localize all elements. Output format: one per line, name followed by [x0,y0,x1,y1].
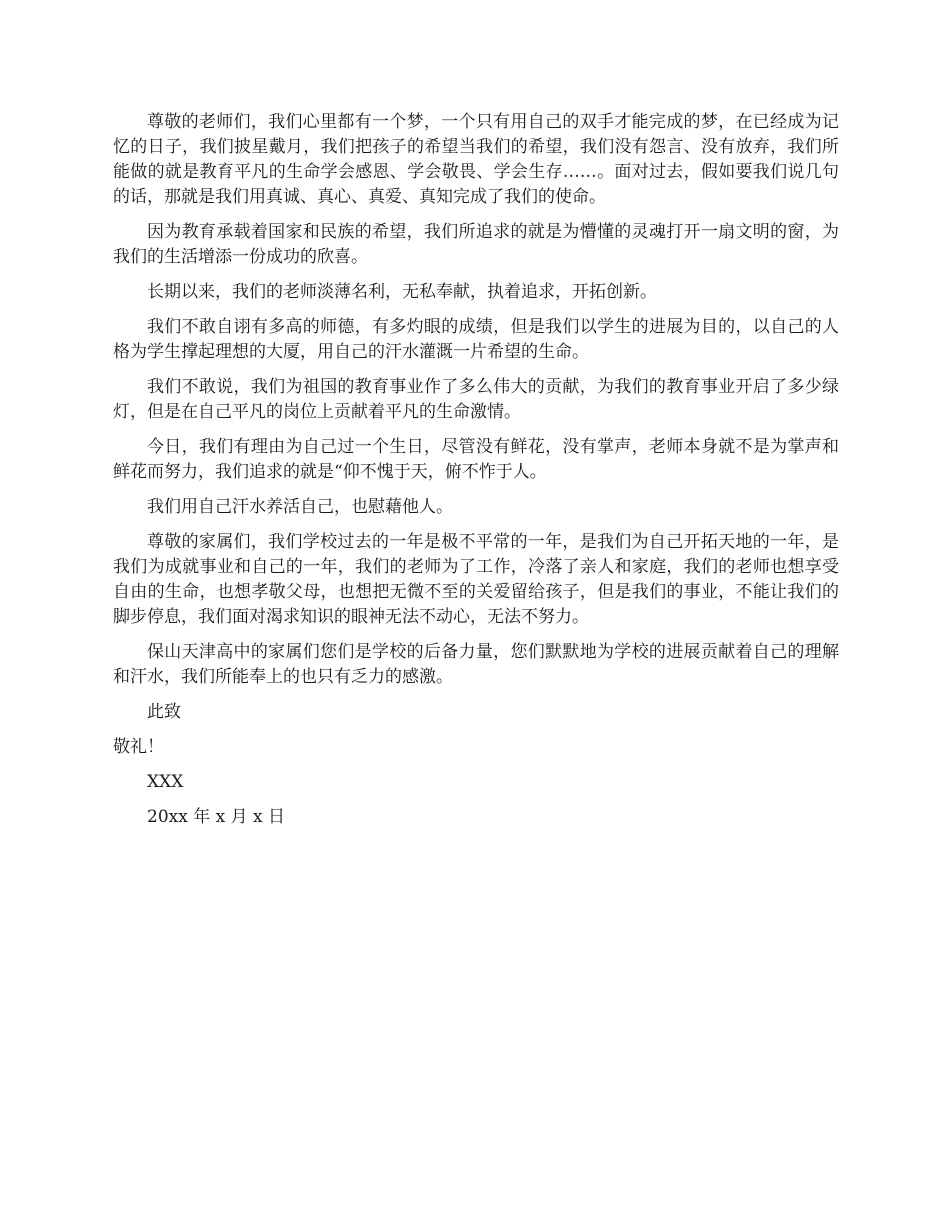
paragraph-8: 尊敬的家属们，我们学校过去的一年是极不平常的一年，是我们为自己开拓天地的一年，是我们为成就事业和自己的一年，我们的老师为了工作，冷落了亲人和家庭，我们的老师也想享受自由的生命，也想孝敬父母，也想把无微不至的关爱留给孩子，但是我们的事业，不能让我们的脚步停息，我们面对渴求知识的眼神无法不动心，无法不努力。 [113,532,839,627]
paragraph-4: 我们不敢自诩有多高的师德，有多灼眼的成绩，但是我们以学生的进展为目的，以自己的人格为学生撑起理想的大厦，用自己的汗水灌溉一片希望的生命。 [113,317,839,362]
paragraph-6: 今日，我们有理由为自己过一个生日，尽管没有鲜花，没有掌声，老师本身就不是为掌声和鲜花而努力，我们追求的就是“仰不愧于天，俯不怍于人。 [113,437,839,482]
paragraph-9: 保山天津高中的家属们您们是学校的后备力量，您们默默地为学校的进展贡献着自己的理解和汗水，我们所能奉上的也只有乏力的感激。 [113,642,839,687]
signature-line: XXX [147,772,184,792]
paragraph-7: 我们用自己汗水养活自己，也慰藉他人。 [147,497,453,517]
paragraph-2: 因为教育承载着国家和民族的希望，我们所追求的就是为懵懂的灵魂打开一扇文明的窗，为我们的生活增添一份成功的欣喜。 [113,222,839,267]
closing-line: 此致 [147,702,181,722]
document-body [113,110,839,840]
paragraph-3: 长期以来，我们的老师淡薄名利，无私奉献，执着追求，开拓创新。 [147,282,657,302]
paragraph-1: 尊敬的老师们，我们心里都有一个梦，一个只有用自己的双手才能完成的梦，在已经成为记忆的日子，我们披星戴月，我们把孩子的希望当我们的希望，我们没有怨言、没有放弃，我们所能做的就是教育平凡的生命学会感恩、学会敬畏、学会生存……。面对过去，假如要我们说几句的话，那就是我们用真诚、真心、真爱、真知完成了我们的使命。 [113,112,839,207]
salute-line: 敬礼！ [113,737,164,757]
date-line: 20xx 年 x 月 x 日 [147,807,286,827]
paragraph-5: 我们不敢说，我们为祖国的教育事业作了多么伟大的贡献，为我们的教育事业开启了多少绿灯，但是在自己平凡的岗位上贡献着平凡的生命激情。 [113,377,839,422]
